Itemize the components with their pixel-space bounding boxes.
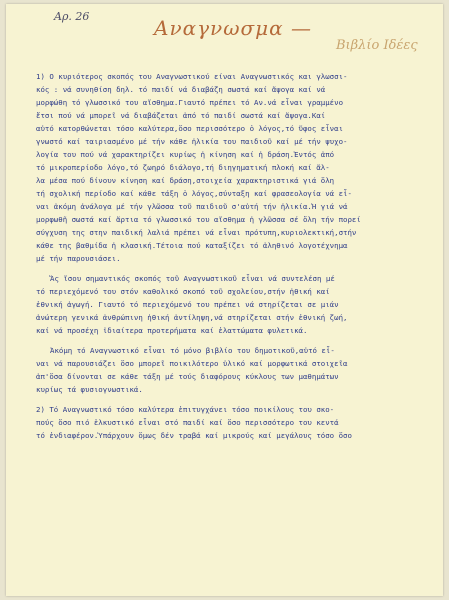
text-line: τό ἐνδιαφέρον.Ὑπάρχουν ὅμως δέν τραβά καί μικρούς καί μεγάλους τόσο ὅσο bbox=[36, 431, 352, 440]
text-line: μορφωθῆ σωστά καί ἄρτια τό γλωσσικό του αἴσθημα ἡ γλῶσσα σέ ὅλη τήν πορεί bbox=[36, 215, 361, 224]
handwritten-reference-note: Αρ. 26 bbox=[54, 10, 90, 23]
document-page bbox=[6, 4, 443, 596]
text-line: ἀνώτερη γενικά ἀνθρώπινη ἠθική ἀντίληψη,νά στηρίζεται στήν ἐθνική ζωή, bbox=[36, 313, 348, 322]
text-line: Ἀκόμη τό Αναγνωστικό εἶναι τό μόνο βιβλίο του δημοτικοῦ,αὐτό εἶ- bbox=[50, 346, 335, 355]
text-line: μορφώθη τό γλωσσικό του αἴσθημα.Γιαυτό πρέπει τό Αν.νά εἶναι γραμμένο bbox=[36, 98, 344, 107]
text-line: ἀπ'ὅσα δίνονται σε κάθε τάξη μέ τούς διαφόρους κύκλους των μαθημάτων bbox=[36, 372, 339, 381]
text-line: ναι νά παρουσιάζει ὅσο μπορεῖ ποικιλότερο ὑλικό καί μορφωτικά στοιχεῖα bbox=[36, 359, 348, 368]
text-line: 1) Ο κυριότερος σκοπός του Αναγνωστικού είναι Αναγνωστικός και γλωσσι- bbox=[36, 72, 348, 81]
text-line: Ἄς ἴσου σημαντικός σκοπός τοῦ Αναγνωστικοῦ εἶναι νά συντελέση μέ bbox=[50, 274, 335, 283]
text-line: 2) Τό Αναγνωστικό τόσο καλύτερα ἐπιτυγχάνει τόσο ποικίλους του σκο- bbox=[36, 405, 335, 414]
text-line: πούς ὅσο πιό ἑλκυστικό εἶναι στό παιδί καί ὅσο περισσότερο του κεντά bbox=[36, 418, 339, 427]
text-line: κυρίως τά φυσιογνωστικά. bbox=[36, 385, 143, 394]
text-line: τό μικροπερίοδο λόγο,τό ζωηρό διάλογο,τή διηγηματική πλοκή καί ἄλ- bbox=[36, 163, 330, 172]
text-line: γνωστό καί ταιριασμένο μέ τήν κάθε ἡλικία του παιδιοῦ καί μέ τήν ψυχο- bbox=[36, 137, 348, 146]
text-line: σύγχυση της στην παιδική λαλιά πρέπει νά εἶναι πρότυπη,κυριολεκτική,στήν bbox=[36, 228, 357, 237]
handwritten-title: Αναγνωσμα — bbox=[154, 16, 313, 40]
text-line: τό περιεχόμενό του στόν καθολικό σκοπό τοῦ σχολείου,στήν ἠθική καί bbox=[36, 287, 330, 296]
text-line: καί νά προσέχη ἰδιαίτερα προτερήματα καί ἐλαττώματα φυλετικά. bbox=[36, 326, 308, 335]
text-line: τή σχολική περίοδο καί κάθε τάξη ὁ λόγος,σύνταξη καί φρασεολογία νά εἶ- bbox=[36, 189, 352, 198]
text-line: ἔτσι πού νά μπορεῖ νά διαβάζεται ἀπό τό παιδί σωστά καί ἄψογα.Καί bbox=[36, 111, 326, 120]
text-line: λα μέσα πού δίνουν κίνηση καί δράση,στοιχεία χαρακτηριστικά γιά ὅλη bbox=[36, 176, 335, 185]
typed-body bbox=[36, 70, 432, 442]
text-line: μέ τήν παρουσιάσει. bbox=[36, 254, 121, 263]
text-line: κός : νά συνηθίση δηλ. τό παιδί νά διαβάζη σωστά καί ἄψογα καί νά bbox=[36, 85, 326, 94]
text-line: ναι ἀκόμη ἀνάλογα μέ τήν γλῶσσα τοῦ παιδιοῦ σ'αὐτή τήν ἡλικία.Ἡ γιά νά bbox=[36, 202, 348, 211]
handwritten-margin-note: Βιβλίο Ιδέες bbox=[336, 38, 418, 53]
text-line: ἐθνική ἀγωγή. Γιαυτό τό περιεχόμενό του πρέπει νά στηρίζεται σε μιάν bbox=[36, 300, 339, 309]
text-line: αὐτό κατορθώνεται τόσο καλύτερα,ὅσο περισσότερο ὁ λόγος,τό ὕφος εἶναι bbox=[36, 124, 344, 133]
text-line: λογία του πού νά χαρακτηρίζει κυρίως ἡ κίνηση καί ἡ δράση.Ἐντός ἀπό bbox=[36, 150, 335, 159]
text-line: κάθε της βαθμίδα ἡ κλασική.Τέτοια πού καταξίζει τό ἀληθινό λογοτέχνημα bbox=[36, 241, 348, 250]
